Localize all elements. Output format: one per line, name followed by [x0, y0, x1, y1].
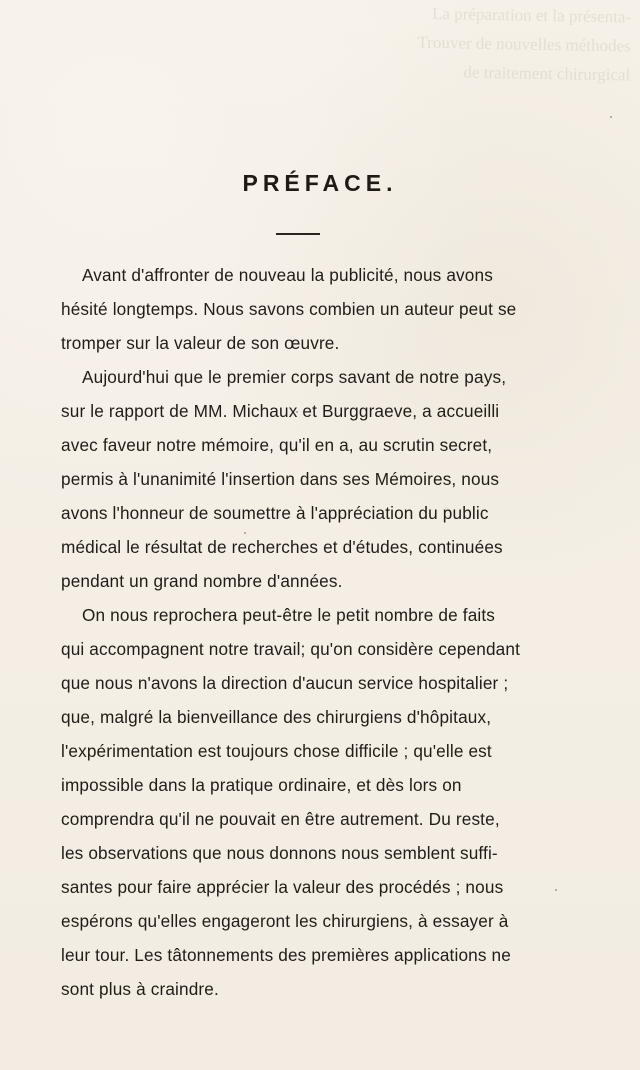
paragraph-line: permis à l'unanimité l'insertion dans ses Mémoires, nous	[61, 469, 500, 489]
show-through-line: La préparation et la présenta-	[431, 3, 632, 27]
paragraph-line: que, malgré la bienveillance des chirurgiens d'hôpitaux,	[61, 707, 492, 727]
paragraph	[61, 598, 535, 1006]
paragraph-line: Avant d'affronter de nouveau la publicité, nous avons	[82, 265, 493, 285]
paragraph-line: On nous reprochera peut-être le petit nombre de faits	[82, 605, 496, 625]
paragraph-line: avec faveur notre mémoire, qu'il en a, au scrutin secret,	[61, 435, 493, 455]
paragraph-line: espérons qu'elles engageront les chirurgiens, à essayer à	[61, 911, 509, 931]
paragraph-line: impossible dans la pratique ordinaire, et dès lors on	[61, 775, 462, 795]
paragraph-line: qui accompagnent notre travail; qu'on considère cependant	[61, 639, 521, 659]
paragraph-line: leur tour. Les tâtonnements des premières applications ne	[61, 945, 511, 965]
paragraph-line: les observations que nous donnons nous semblent suffi-	[61, 843, 498, 863]
paragraph-line: l'expérimentation est toujours chose difficile ; qu'elle est	[61, 741, 492, 761]
page-title: PRÉFACE.	[242, 170, 398, 196]
paragraph-line: sur le rapport de MM. Michaux et Burggraeve, a accueilli	[61, 401, 500, 421]
paragraph-line: hésité longtemps. Nous savons combien un auteur peut se	[61, 299, 517, 319]
show-through-line: de traitement chirurgical	[463, 62, 631, 85]
paragraph-line: Aujourd'hui que le premier corps savant de notre pays,	[82, 367, 507, 387]
paper-speck	[555, 889, 557, 891]
paragraph-line: sont plus à craindre.	[61, 979, 219, 999]
paragraph	[61, 258, 535, 360]
paragraph-line: médical le résultat de recherches et d'études, continuées	[61, 537, 503, 557]
title-rule	[276, 233, 320, 235]
paper-speck	[296, 411, 298, 413]
show-through-line: Trouver de nouvelles méthodes	[417, 32, 631, 56]
show-through-text	[339, 0, 640, 173]
paragraph-line: avons l'honneur de soumettre à l'appréciation du public	[61, 503, 489, 523]
preface-body	[61, 258, 535, 1006]
paragraph-line: pendant un grand nombre d'années.	[61, 571, 343, 591]
paragraph-line: santes pour faire apprécier la valeur des procédés ; nous	[61, 877, 504, 897]
paragraph-line: comprendra qu'il ne pouvait en être autrement. Du reste,	[61, 809, 500, 829]
paragraph-line: tromper sur la valeur de son œuvre.	[61, 333, 340, 353]
paragraph	[61, 360, 535, 598]
paragraph-line: que nous n'avons la direction d'aucun service hospitalier ;	[61, 673, 509, 693]
paper-speck	[610, 116, 612, 118]
paper-speck	[244, 532, 246, 534]
